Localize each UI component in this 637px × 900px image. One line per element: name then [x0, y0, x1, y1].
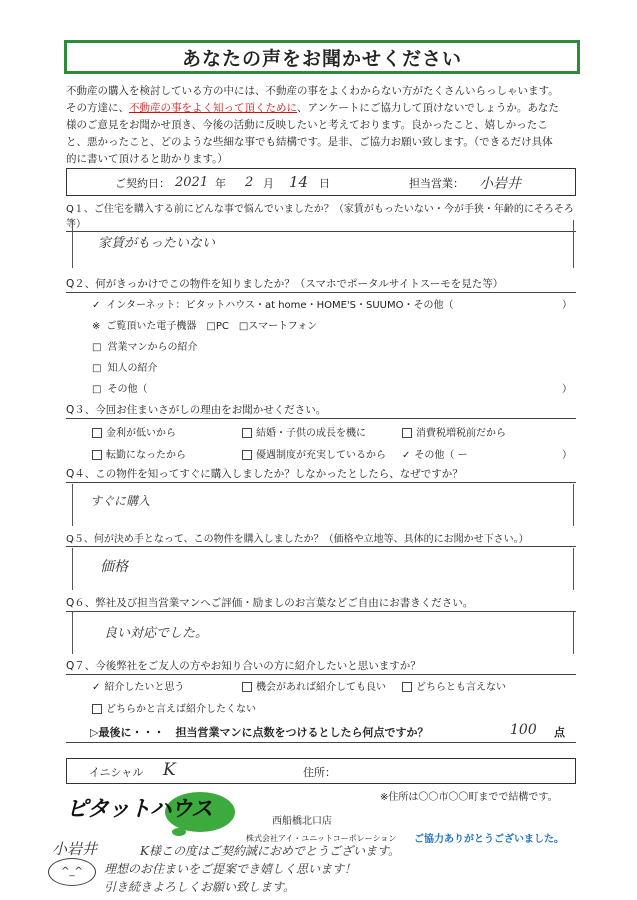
- handwritten-line: 引き続きよろしくお願い致します。: [104, 880, 296, 894]
- checkbox-icon: [92, 450, 102, 460]
- q7-question: Q７、今後弊社をご友人の方やお知り合いの方に紹介したいと思いますか？: [66, 658, 576, 675]
- intro-line: と、悪かったこと、どのような些細な事でも結構です。是非、ご協力お願い致します。（できるだけ具体: [66, 136, 553, 148]
- q3-row: [92, 424, 572, 446]
- option-label: その他（: [107, 384, 148, 395]
- q3-option-rate[interactable]: [92, 424, 176, 439]
- checkbox-icon: □: [92, 384, 102, 395]
- initials-row: [66, 758, 576, 784]
- q7-row: [92, 700, 572, 722]
- checkbox-icon: [242, 682, 252, 692]
- q4-question: Q４、この物件を知ってすぐに購入しましたか？しなかったとしたら、なぜですか？: [66, 466, 576, 483]
- contract-row: [66, 168, 576, 196]
- q4-answer[interactable]: すぐに購入: [90, 494, 151, 508]
- q7-option-maybe[interactable]: [242, 678, 386, 693]
- checkbox-icon: [92, 428, 102, 438]
- contract-month-value[interactable]: 2: [245, 175, 254, 190]
- q6-question: Q６、弊社及び担当営業マンへご評価・励ましのお言葉などご自由にお書きください。: [66, 595, 576, 612]
- address-note: ※住所は〇〇市〇〇町までで結構です。: [380, 792, 558, 803]
- q3-option-tax[interactable]: [402, 424, 506, 439]
- address-label: 住所：: [303, 766, 336, 779]
- close-paren: ）: [562, 450, 572, 461]
- option-label: 紹介したいと思う: [104, 682, 185, 693]
- q3-question: Q３、今回お住まいさがしの理由をお聞かせください。: [66, 402, 576, 419]
- contract-date-label: ご契約日：: [115, 177, 170, 190]
- q1-question: Q１、ご住宅を購入する前にどんな事で悩んでいましたか？（家賃がもったいない・今が手狭・年齢的にそろそろ等）: [66, 200, 576, 232]
- initials-value[interactable]: K: [163, 760, 176, 780]
- q5-answer[interactable]: 価格: [100, 559, 128, 575]
- q7-option-neutral[interactable]: [402, 678, 506, 693]
- close-paren: ）: [562, 300, 572, 311]
- contract-month-label: 月: [263, 177, 274, 190]
- checkbox-icon: [242, 428, 252, 438]
- q2-options: [92, 296, 572, 401]
- contract-year-value[interactable]: 2021: [175, 175, 209, 190]
- intro-segment: その方達に、: [66, 102, 129, 114]
- score-row: [66, 722, 576, 743]
- q7-options: [92, 678, 572, 722]
- contract-day-value[interactable]: 14: [289, 173, 309, 191]
- intro-highlight: 不動産の事をよく知って頂くために: [129, 102, 297, 114]
- contract-day-label: 日: [319, 177, 330, 190]
- checkbox-icon: □: [92, 342, 102, 353]
- page-title: あなたの声をお聞かせください: [64, 40, 580, 74]
- intro-line: [66, 100, 576, 117]
- initials-label: イニシャル: [89, 766, 144, 779]
- checkbox-icon: [402, 682, 412, 692]
- sales-rep-label: 担当営業：: [409, 177, 464, 190]
- contract-year-label: 年: [215, 177, 226, 190]
- q3-row: [92, 446, 572, 468]
- option-label: 機会があれば紹介しても良い: [256, 682, 386, 693]
- q2-option-other[interactable]: [92, 380, 572, 401]
- option-label: 金利が低いから: [106, 428, 176, 439]
- checkbox-icon: [92, 704, 102, 714]
- q7-row: [92, 678, 572, 700]
- q2-option-internet[interactable]: [92, 296, 572, 317]
- checkbox-icon: [242, 450, 252, 460]
- intro-line: 的に書いて頂けると助かります。）: [66, 153, 228, 165]
- option-label: 転勤になったから: [106, 450, 186, 461]
- q3-options: [92, 424, 572, 468]
- q2-option-friend[interactable]: [92, 359, 572, 380]
- q2-option-sales[interactable]: [92, 338, 572, 359]
- note-mark-icon: ※: [92, 321, 101, 332]
- q3-option-other[interactable]: [402, 446, 468, 461]
- check-icon: ✓: [92, 300, 101, 311]
- handwritten-line: K様この度はご契約誠におめでとうございます。: [140, 844, 401, 858]
- q5-answer-box: [72, 548, 574, 590]
- check-icon: ✓: [402, 450, 411, 461]
- option-label: ご覧頂いた電子機器 □PC □スマートフォン: [106, 321, 318, 332]
- option-label: その他（ ー: [414, 450, 468, 461]
- option-label: 営業マンからの紹介: [107, 342, 198, 353]
- q6-answer[interactable]: 良い対応でした。: [104, 626, 209, 641]
- q3-option-benefits[interactable]: [242, 446, 386, 461]
- company-logo: ピタットハウス: [66, 797, 212, 822]
- option-label: どちらかと言えば紹介したくない: [106, 704, 256, 715]
- option-label: どちらとも言えない: [416, 682, 506, 693]
- score-question: ▷最後に・・・ 担当営業マンに点数をつけるとしたら何点ですか？: [90, 726, 429, 739]
- q5-question: Q５、何が決め手となって、この物件を購入しましたか？（価格や立地等、具体的にお聞かせ下さい。）: [66, 530, 576, 547]
- checkbox-icon: □: [92, 363, 102, 374]
- branch-name: 西船橋北口店: [272, 816, 332, 827]
- intro-segment: 、アンケートにご協力して頂けないでしょうか。あなた: [297, 102, 559, 114]
- q3-option-marriage[interactable]: [242, 424, 366, 439]
- option-label: 優遇制度が充実しているから: [256, 450, 386, 461]
- score-unit: 点: [554, 726, 565, 739]
- intro-line: 不動産の購入を検討している方の中には、不動産の事をよくわからない方がたくさんいらっしゃいます。: [66, 85, 559, 97]
- score-value[interactable]: 100: [510, 722, 537, 738]
- company-name: 株式会社アイ・ユニットコーポレーション: [246, 834, 397, 843]
- checkbox-icon: [402, 428, 412, 438]
- thanks-message: ご協力ありがとうございました。: [414, 834, 564, 845]
- logo-bubble-tail-icon: [172, 828, 186, 836]
- handwritten-signature: 小岩井: [52, 840, 98, 858]
- q1-answer[interactable]: 家賃がもったいない: [98, 236, 216, 251]
- option-label: インターネット：ピタットハウス・at home・HOME'S・SUUMO・その他（: [106, 300, 454, 311]
- q7-option-recommend[interactable]: [92, 678, 184, 693]
- sales-rep-value[interactable]: 小岩井: [479, 176, 521, 192]
- option-label: 知人の紹介: [107, 363, 158, 374]
- intro-text: [66, 83, 576, 168]
- close-paren: ）: [562, 384, 572, 395]
- option-label: 消費税増税前だから: [416, 428, 506, 439]
- handwritten-line: 理想のお住まいをご提案でき嬉しく思います！: [104, 862, 357, 876]
- q7-option-not-recommend[interactable]: [92, 700, 256, 715]
- intro-line: 様のご意見をお聞かせ頂き、今後の活動に反映したいと考えております。良かったこと、嬉しかったこ: [66, 119, 548, 131]
- option-label: 結婚・子供の成長を機に: [256, 428, 366, 439]
- check-icon: ✓: [92, 682, 101, 693]
- q2-option-devices[interactable]: [92, 317, 572, 338]
- handwritten-face-icon: ^_^: [48, 858, 96, 886]
- q2-question: Q２、何がきっかけでこの物件を知りましたか？（スマホでポータルサイトスーモを見た等）: [66, 276, 576, 293]
- q3-option-transfer[interactable]: [92, 446, 186, 461]
